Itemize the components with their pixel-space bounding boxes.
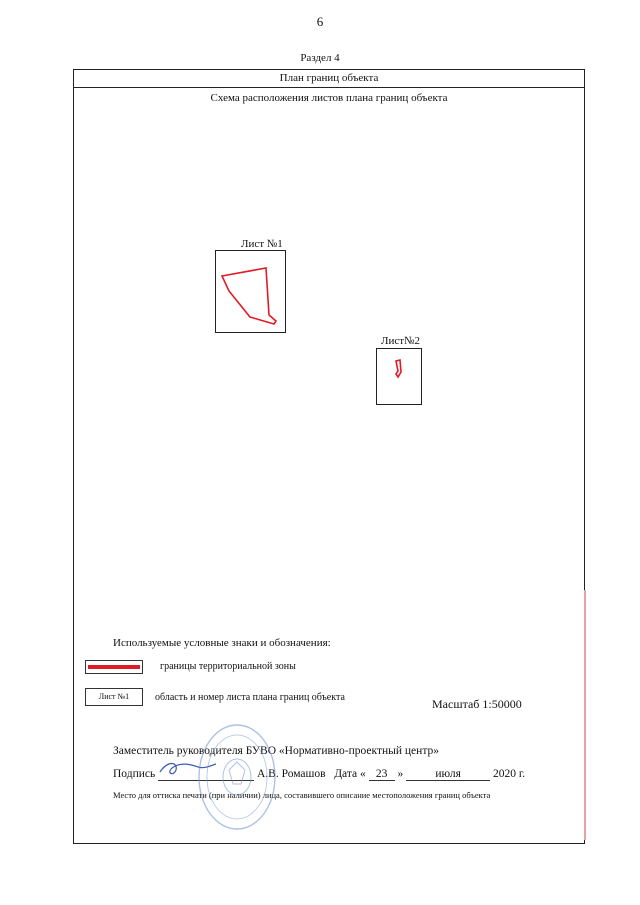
date-day-close: »	[397, 768, 404, 780]
date-month: июля	[406, 768, 490, 781]
frame-header: План границ объекта	[74, 70, 584, 88]
signer-name: А.В. Ромашов	[256, 768, 326, 780]
official-seal-stamp	[196, 722, 278, 832]
legend-boundary-swatch	[85, 660, 143, 674]
date-day: 23	[369, 768, 395, 781]
zone-boundary-1	[222, 268, 276, 324]
signature-label: Подпись	[113, 768, 156, 780]
scheme-title: Схема расположения листов плана границ объекта	[210, 92, 448, 104]
zone-boundary-2	[396, 360, 401, 377]
section-title: Раздел 4	[300, 52, 340, 64]
sheet-1-label: Лист №1	[241, 238, 283, 250]
legend-sheet-swatch: Лист №1	[85, 688, 143, 706]
legend-boundary-text: границы территориальной зоны	[160, 661, 296, 672]
sheet-2-label: Лист№2	[381, 335, 421, 347]
seal-note: Место для оттиска печати (при наличии) лица, составившего описание местоположения границ объекта	[113, 790, 491, 800]
legend-sheet-text: область и номер листа плана границ объекта	[155, 692, 345, 703]
signer-title: Заместитель руководителя БУВО «Нормативно-проектный центр»	[113, 745, 439, 757]
page-number: 6	[316, 14, 324, 29]
legend-title: Используемые условные знаки и обозначения:	[113, 637, 331, 649]
scale-label: Масштаб 1:50000	[432, 697, 522, 711]
date-label: Дата «	[334, 768, 366, 780]
date-year: 2020 г.	[493, 768, 526, 780]
